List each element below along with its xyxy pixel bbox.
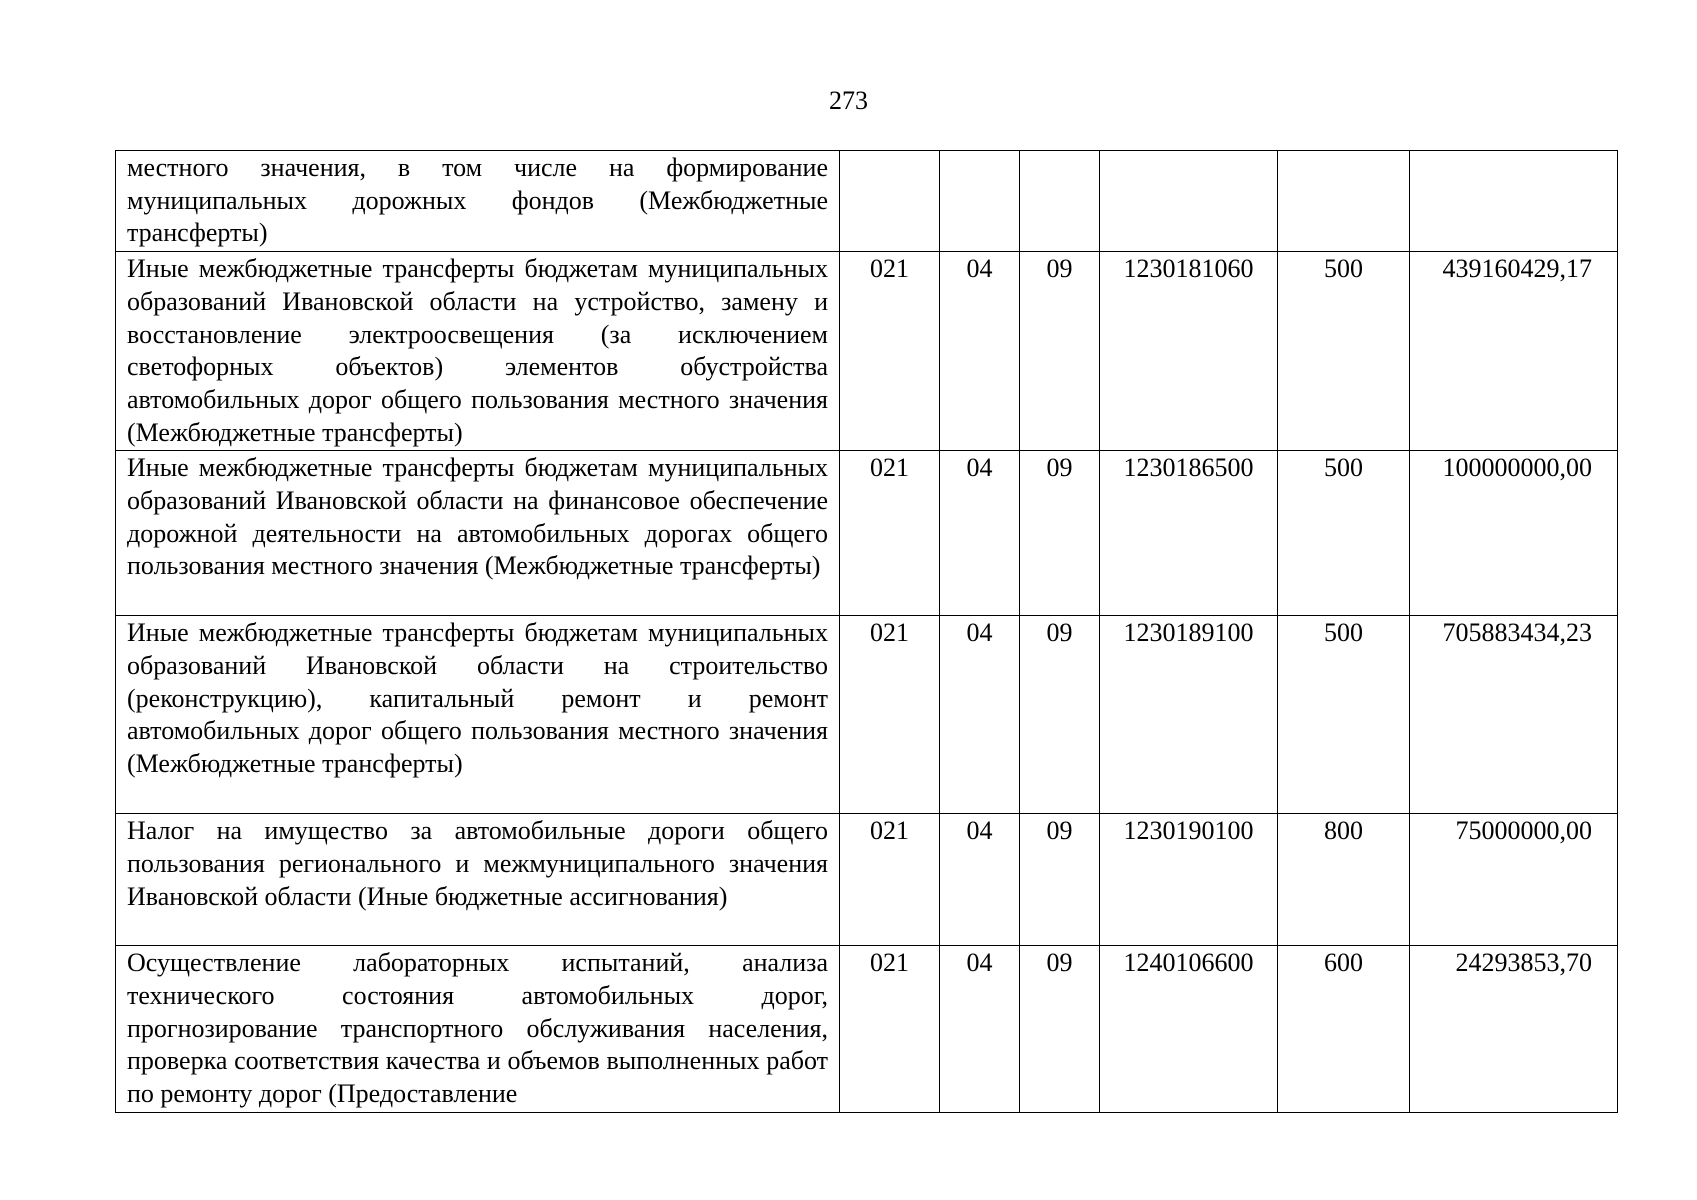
- row-description: Осуществление лабораторных испытаний, анализа технического состояния автомобильных дорог, прогнозирование транспортного обслуживания населения, проверка соответствия качества и объемов выполненных работ по ремонту дорог (Предоставление: [116, 946, 840, 1113]
- subsection-code: 09: [1020, 451, 1100, 616]
- table-row: [116, 451, 1618, 616]
- page-number: 273: [829, 86, 868, 115]
- expense-type-code: 500: [1278, 616, 1410, 814]
- ministry-code: 021: [840, 252, 940, 451]
- row-description: местного значения, в том числе на формирование муниципальных дорожных фондов (Межбюджетные трансферты): [116, 151, 840, 252]
- ministry-code: 021: [840, 814, 940, 946]
- row-description: Налог на имущество за автомобильные дороги общего пользования регионального и межмуниципального значения Ивановской области (Иные бюджетные ассигнования): [116, 814, 840, 946]
- row-description: Иные межбюджетные трансферты бюджетам муниципальных образований Ивановской области на строительство (реконструкцию), капитальный ремонт и ремонт автомобильных дорог общего пользования местного значения (Межбюджетные трансферты): [116, 616, 840, 814]
- subsection-code: 09: [1020, 252, 1100, 451]
- ministry-code: 021: [840, 616, 940, 814]
- row-description: Иные межбюджетные трансферты бюджетам муниципальных образований Ивановской области на устройство, замену и восстановление электроосвещения (за исключением светофорных объектов) элементов обустройства автомобильных дорог общего пользования местного значения (Межбюджетные трансферты): [116, 252, 840, 451]
- target-article-code: 1240106600: [1100, 946, 1278, 1113]
- amount: 75000000,00: [1410, 814, 1618, 946]
- subsection-code: 09: [1020, 616, 1100, 814]
- amount: 705883434,23: [1410, 616, 1618, 814]
- subsection-code: [1020, 151, 1100, 252]
- target-article-code: [1100, 151, 1278, 252]
- amount: [1410, 151, 1618, 252]
- expense-type-code: [1278, 151, 1410, 252]
- ministry-code: [840, 151, 940, 252]
- section-code: 04: [940, 946, 1020, 1113]
- target-article-code: 1230186500: [1100, 451, 1278, 616]
- target-article-code: 1230181060: [1100, 252, 1278, 451]
- expense-type-code: 500: [1278, 252, 1410, 451]
- amount: 24293853,70: [1410, 946, 1618, 1113]
- section-code: 04: [940, 814, 1020, 946]
- target-article-code: 1230189100: [1100, 616, 1278, 814]
- expense-type-code: 600: [1278, 946, 1410, 1113]
- budget-table: [115, 150, 1618, 1113]
- amount: 439160429,17: [1410, 252, 1618, 451]
- amount: 100000000,00: [1410, 451, 1618, 616]
- table-row: [116, 814, 1618, 946]
- row-description: Иные межбюджетные трансферты бюджетам муниципальных образований Ивановской области на финансовое обеспечение дорожной деятельности на автомобильных дорогах общего пользования местного значения (Межбюджетные трансферты): [116, 451, 840, 616]
- table-row: [116, 946, 1618, 1113]
- expense-type-code: 500: [1278, 451, 1410, 616]
- section-code: 04: [940, 451, 1020, 616]
- table-row: [116, 151, 1618, 252]
- target-article-code: 1230190100: [1100, 814, 1278, 946]
- subsection-code: 09: [1020, 814, 1100, 946]
- subsection-code: 09: [1020, 946, 1100, 1113]
- ministry-code: 021: [840, 451, 940, 616]
- expense-type-code: 800: [1278, 814, 1410, 946]
- section-code: 04: [940, 252, 1020, 451]
- table-row: [116, 616, 1618, 814]
- section-code: [940, 151, 1020, 252]
- table-row: [116, 252, 1618, 451]
- ministry-code: 021: [840, 946, 940, 1113]
- section-code: 04: [940, 616, 1020, 814]
